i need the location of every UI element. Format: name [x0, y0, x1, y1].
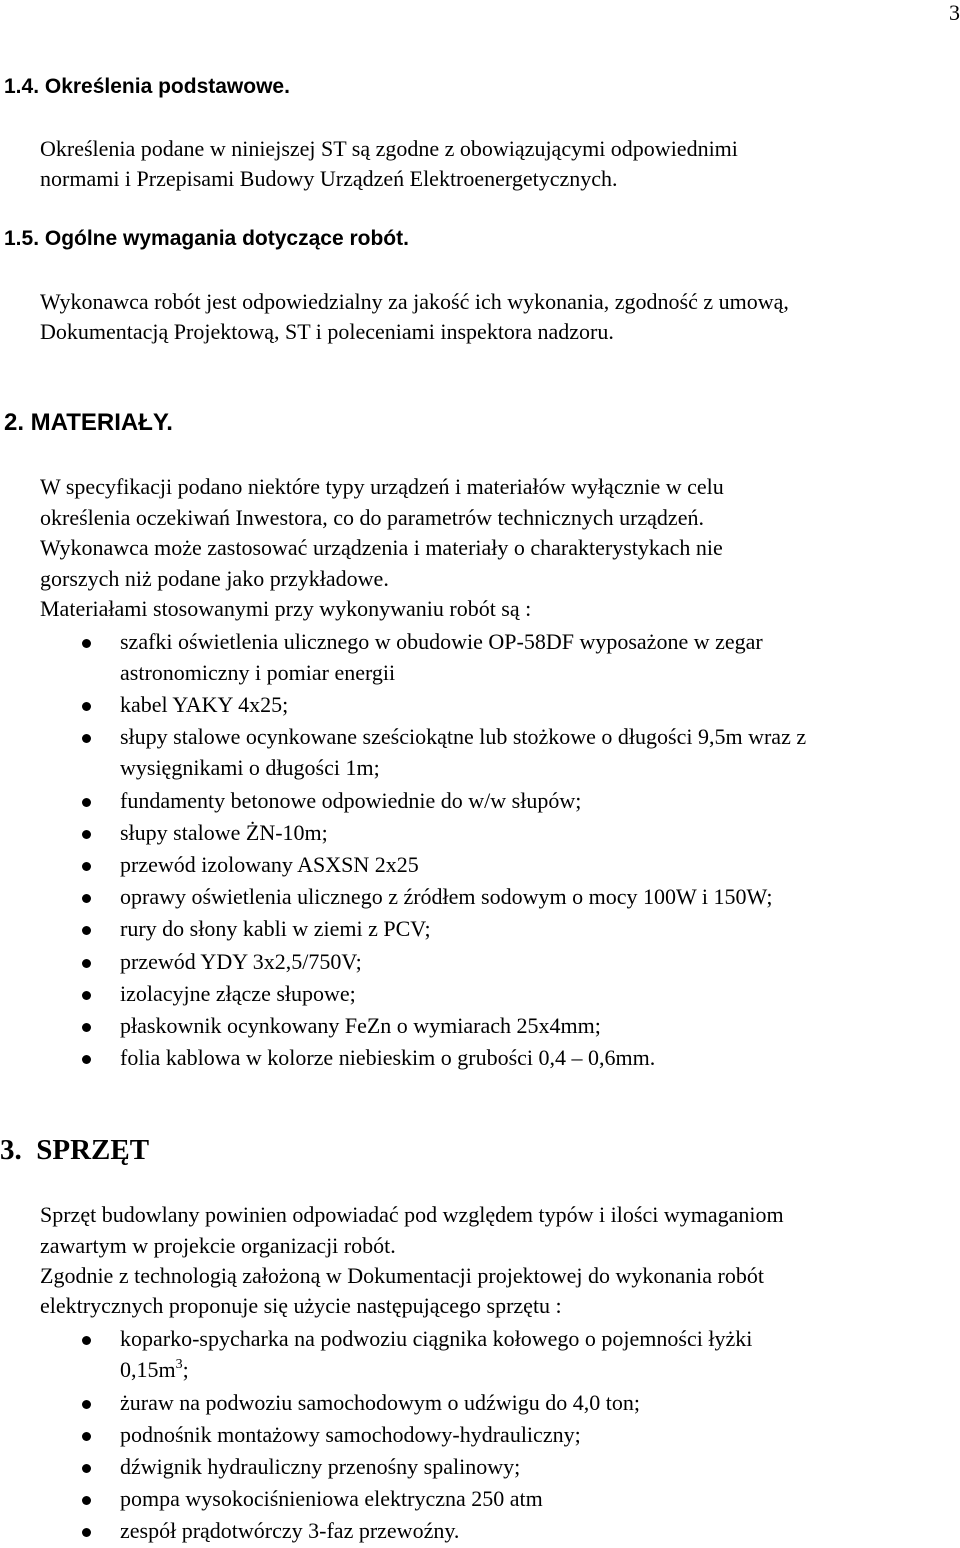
bullet-icon: [82, 862, 91, 871]
paragraph-line: Zgodnie z technologią założoną w Dokumentacji projektowej do wykonania robót: [40, 1263, 764, 1288]
bullet-icon: [82, 1023, 91, 1032]
paragraph-line: elektrycznych proponuje się użycie następującego sprzętu :: [40, 1293, 562, 1318]
paragraph-line: W specyfikacji podano niektóre typy urządzeń i materiałów wyłącznie w celu: [40, 474, 724, 499]
paragraph-line: Materiałami stosowanymi przy wykonywaniu robót są :: [40, 596, 532, 621]
paragraph-line: Określenia podane w niniejszej ST są zgodne z obowiązującymi odpowiednimi: [40, 136, 738, 161]
paragraph-line: Wykonawca może zastosować urządzenia i materiały o charakterystykach nie: [40, 535, 723, 560]
bullet-icon: [82, 702, 91, 711]
bullet-icon: [82, 894, 91, 903]
page-number: 3: [949, 0, 960, 25]
section-1-5-heading: 1.5. Ogólne wymagania dotyczące robót.: [4, 227, 409, 250]
paragraph-line: Dokumentacją Projektową, ST i poleceniami inspektora nadzoru.: [40, 319, 614, 344]
paragraph-line: określenia oczekiwań Inwestora, co do parametrów technicznych urządzeń.: [40, 505, 704, 530]
paragraph-line: gorszych niż podane jako przykładowe.: [40, 566, 389, 591]
paragraph-line: normami i Przepisami Budowy Urządzeń Elektroenergetycznych.: [40, 166, 618, 191]
section-1-4-heading: 1.4. Określenia podstawowe.: [4, 75, 290, 98]
section-2-heading: 2. MATERIAŁY.: [4, 409, 173, 436]
paragraph-line: Sprzęt budowlany powinien odpowiadać pod względem typów i ilości wymaganiom: [40, 1202, 784, 1227]
bullet-icon: [82, 1432, 91, 1441]
bullet-icon: [82, 798, 91, 807]
bullet-icon: [82, 830, 91, 839]
bullet-icon: [82, 1464, 91, 1473]
bullet-icon: [82, 1496, 91, 1505]
bullet-icon: [82, 991, 91, 1000]
bullet-icon: [82, 959, 91, 968]
bullet-icon: [82, 639, 91, 648]
document-page: 3 1.4. Określenia podstawowe. Określenia podane w niniejszej ST są zgodne z obowiązującymi odpowiednimi normami i Przepisami Budowy Urządzeń Elektroenergetycznych. 1.5. Ogólne wymagania dotyczące robót. Wykonawca robót jest odpowiedzialny za jakość ich wykonania, zgodność z umową, Dokumentacją Projektową, ST i poleceniami inspektora nadzoru. 2. MATERIAŁY. W specyfikacji podano niektóre typy urządzeń i materiałów wyłącznie w celu określenia oczekiwań Inwestora, co do parametrów technicznych urządzeń. Wykonawca może zastosować urządzenia i materiały o charakterystykach nie gorszych niż podane jako przykładowe. Materiałami stosowanymi przy wykonywaniu robót są : szafki oświetlenia ulicznego w obudowie OP-58DF wyposażone w zegar astronomiczny i pomiar energii kabel YAKY 4x25; słupy stalowe ocynkowane sześciokątne lub stożkowe o długości 9,5m wraz z wysięgnikami o długości 1m; fundamenty betonowe odpowiednie do w/w słupów; słupy stalowe ŻN-10m; przewód izolowany ASXSN 2x25 oprawy oświetlenia ulicznego z źródłem sodowym o mocy 100W i 150W; rury do słony kabli w ziemi z PCV; przewód YDY 3x2,5/750V; izolacyjne złącze słupowe; płaskownik ocynkowany FeZn o wymiarach 25x4mm; folia kablowa w kolorze niebieskim o grubości 0,4 – 0,6mm. 3. SPRZĘT Sprzęt budowlany powinien odpowiadać pod względem typów i ilości wymaganiom zawartym w projekcie organizacji robót. Zgodnie z technologią założoną w Dokumentacji projektowej do wykonania robót elektrycznych proponuje się użycie następującego sprzętu : koparko-spycharka na podwoziu ciągnika kołowego o pojemności łyżki $0,15m^3$; żuraw na podwoziu samochodowym o udźwigu do 4,0 ton; podnośnik montażowy samochodowy-hydrauliczny; dźwignik hydrauliczny przenośny spalinowy; pompa wysokociśnieniowa elektryczna 250 atm zespół prądotwórczy 3-faz przewoźny.: [0, 0, 960, 1543]
bullet-icon: [82, 1055, 91, 1064]
bullet-icon: [82, 1336, 91, 1345]
bullet-icon: [82, 734, 91, 743]
bullet-icon: [82, 1528, 91, 1537]
bullet-icon: [82, 1400, 91, 1409]
paragraph-line: zawartym w projekcie organizacji robót.: [40, 1233, 396, 1258]
paragraph-line: Wykonawca robót jest odpowiedzialny za jakość ich wykonania, zgodność z umową,: [40, 289, 789, 314]
bullet-icon: [82, 926, 91, 935]
section-3-heading: 3. SPRZĘT: [0, 1134, 150, 1166]
